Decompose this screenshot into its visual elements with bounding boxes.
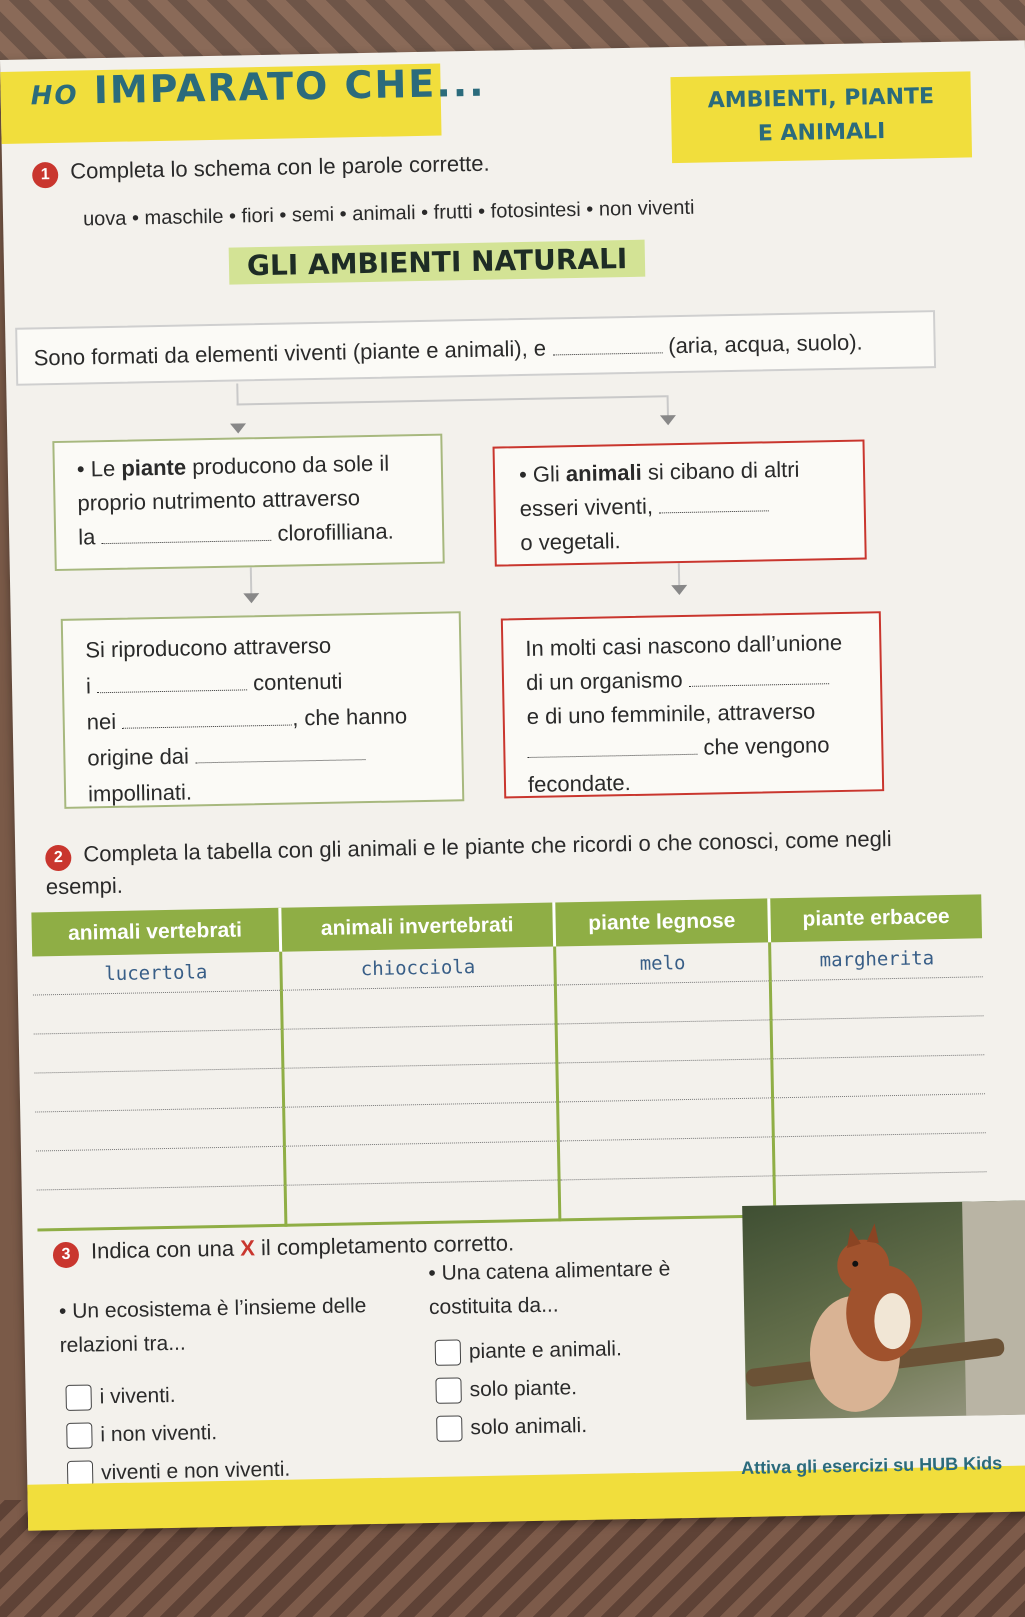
blank-cell[interactable]	[772, 1055, 985, 1098]
blank-cell[interactable]	[283, 1102, 558, 1146]
option[interactable]	[66, 1413, 290, 1455]
option[interactable]	[436, 1406, 624, 1448]
squirrel-photo	[742, 1200, 1025, 1420]
connector	[667, 395, 669, 417]
blank-cell[interactable]	[285, 1180, 561, 1225]
option-label: piante e animali.	[468, 1337, 623, 1364]
animals-text-3: o vegetali.	[520, 528, 621, 556]
example-cell[interactable]: chiocciola	[280, 947, 555, 991]
section-title: GLI AMBIENTI NATURALI	[229, 240, 646, 285]
blank-cell[interactable]	[283, 1063, 558, 1107]
bullet: •	[518, 461, 527, 488]
connector	[678, 563, 680, 587]
blank-field[interactable]	[688, 663, 828, 687]
question-text: Un ecosistema è l’insieme delle relazioni tra...	[59, 1294, 367, 1358]
repro-text-3: contenuti	[252, 668, 343, 696]
question-1-stem	[59, 1289, 390, 1363]
plants-box	[52, 434, 444, 571]
option-label: viventi e non viventi.	[100, 1457, 291, 1485]
classification-table	[31, 894, 987, 1231]
animals-bold: animali	[565, 459, 642, 487]
checkbox[interactable]	[435, 1378, 461, 1404]
plants-text-3: la	[77, 524, 96, 550]
blank-cell[interactable]	[35, 1107, 284, 1151]
example-cell[interactable]: margherita	[769, 938, 982, 981]
top-box-text: Sono formati da elementi viventi (piante e animali), e	[33, 335, 547, 371]
subject-line-2: E ANIMALI	[757, 119, 886, 147]
checkbox[interactable]	[65, 1385, 91, 1411]
animal-repro-text-5: fecondate.	[527, 770, 631, 797]
plants-text-2: producono da sole il proprio nutrimento attraverso	[77, 450, 390, 516]
blank-cell[interactable]	[772, 1094, 985, 1137]
repro-text-7: impollinati.	[87, 779, 193, 807]
blank-cell[interactable]	[557, 1059, 772, 1102]
blank-field[interactable]	[659, 490, 769, 513]
blank-cell[interactable]	[558, 1098, 773, 1141]
subject-line-1: AMBIENTI, PIANTE	[707, 84, 935, 114]
question-1-options	[65, 1375, 290, 1493]
bullet: •	[76, 456, 85, 482]
example-cell[interactable]: lucertola	[32, 952, 281, 995]
option-label: solo animali.	[470, 1413, 588, 1440]
repro-text-4: nei	[86, 708, 117, 735]
title-prefix: HO	[30, 80, 79, 112]
arrow-down-icon	[660, 415, 676, 425]
option[interactable]	[435, 1330, 623, 1372]
blank-cell[interactable]	[771, 1016, 984, 1059]
option-label: i non viventi.	[100, 1421, 218, 1447]
connector	[236, 383, 238, 405]
checkbox[interactable]	[436, 1416, 462, 1442]
instruction-text: Completa la tabella con gli animali e le piante che ricordi o che conosci, come negli esempi.	[45, 826, 892, 900]
title-text: IMPARATO CHE...	[93, 60, 486, 113]
blank-field[interactable]	[122, 705, 292, 729]
repro-text-6: origine dai	[87, 743, 190, 771]
arrow-down-icon	[243, 593, 259, 603]
blank-field[interactable]	[195, 739, 365, 763]
top-box-text-after: (aria, acqua, suolo).	[667, 329, 863, 359]
plants-text-4: clorofilliana.	[277, 518, 394, 546]
repro-text-5: , che hanno	[291, 703, 408, 731]
blank-field[interactable]	[101, 520, 271, 544]
bullet: •	[428, 1261, 436, 1285]
instruction-text: Completa lo schema con le parole corrette.	[70, 150, 490, 184]
blank-cell[interactable]	[556, 981, 771, 1024]
top-box	[15, 310, 936, 386]
option-label: solo piante.	[469, 1376, 578, 1402]
arrow-down-icon	[671, 585, 687, 595]
animals-reproduction-box	[501, 611, 884, 798]
plants-text-1: Le	[90, 455, 116, 482]
blank-cell[interactable]	[282, 1024, 557, 1068]
blank-cell[interactable]	[556, 1020, 771, 1063]
question-2-stem	[428, 1251, 729, 1325]
x-mark: X	[239, 1235, 256, 1261]
blank-cell[interactable]	[34, 1029, 283, 1073]
instruction-text: Indica con una	[90, 1235, 235, 1264]
example-cell[interactable]: melo	[555, 942, 770, 985]
option[interactable]	[435, 1368, 623, 1410]
blank-field[interactable]	[97, 669, 247, 693]
blank-cell[interactable]	[36, 1146, 285, 1190]
option-label: i viventi.	[99, 1383, 176, 1409]
hub-kids-link[interactable]: Attiva gli esercizi su HUB Kids	[740, 1453, 1003, 1479]
column-header: animali vertebrati	[31, 908, 280, 957]
checkbox[interactable]	[435, 1340, 461, 1366]
exercise-number: 3	[53, 1242, 79, 1268]
blank-field[interactable]	[527, 734, 697, 758]
animal-repro-text-4: che vengono	[703, 732, 830, 760]
blank-field[interactable]	[552, 332, 662, 355]
blank-cell[interactable]	[770, 977, 983, 1020]
exercise-1-instruction	[32, 151, 490, 189]
repro-text-2: i	[85, 673, 92, 699]
checkbox[interactable]	[66, 1423, 92, 1449]
connector	[237, 395, 667, 405]
column-header: animali invertebrati	[279, 903, 555, 952]
exercise-number: 2	[45, 845, 71, 871]
blank-cell[interactable]	[281, 985, 556, 1029]
blank-cell[interactable]	[34, 1068, 283, 1112]
arrow-down-icon	[230, 423, 246, 433]
workbook-page	[0, 40, 1025, 1529]
animals-text-2: si cibano di altri esseri viventi,	[519, 456, 800, 522]
repro-text-1: Si riproducono attraverso	[85, 632, 332, 663]
animals-box	[493, 439, 867, 566]
exercise-number: 1	[32, 162, 58, 188]
animals-text-1: Gli	[532, 461, 561, 487]
connector	[250, 567, 253, 595]
plants-bold: piante	[121, 454, 187, 481]
plants-reproduction-box	[61, 611, 465, 809]
blank-cell[interactable]	[559, 1137, 774, 1180]
page-title	[30, 61, 486, 114]
instruction-text-after: il completamento corretto.	[260, 1230, 515, 1261]
animal-repro-text-1: In molti casi nascono dall’unione	[525, 629, 843, 662]
squirrel-icon	[742, 1200, 1025, 1420]
option[interactable]	[65, 1375, 289, 1417]
blank-cell[interactable]	[33, 990, 282, 1034]
blank-cell[interactable]	[284, 1141, 559, 1185]
word-bank: uova • maschile • fiori • semi • animali • frutti • fotosintesi • non viventi	[82, 196, 695, 231]
column-header: piante erbacee	[769, 894, 982, 942]
animal-repro-text-3: e di uno femminile, attraverso	[526, 698, 816, 730]
blank-cell[interactable]	[773, 1133, 986, 1176]
blank-cell[interactable]	[37, 1185, 286, 1230]
bullet: •	[58, 1299, 67, 1324]
question-text: Una catena alimentare è costituita da...	[428, 1257, 671, 1319]
animal-repro-text-2: di un organismo	[525, 667, 683, 696]
exercise-2-instruction	[45, 823, 896, 903]
column-header: piante legnose	[554, 898, 769, 946]
subject-tab	[670, 71, 972, 163]
question-2-options	[435, 1330, 624, 1448]
